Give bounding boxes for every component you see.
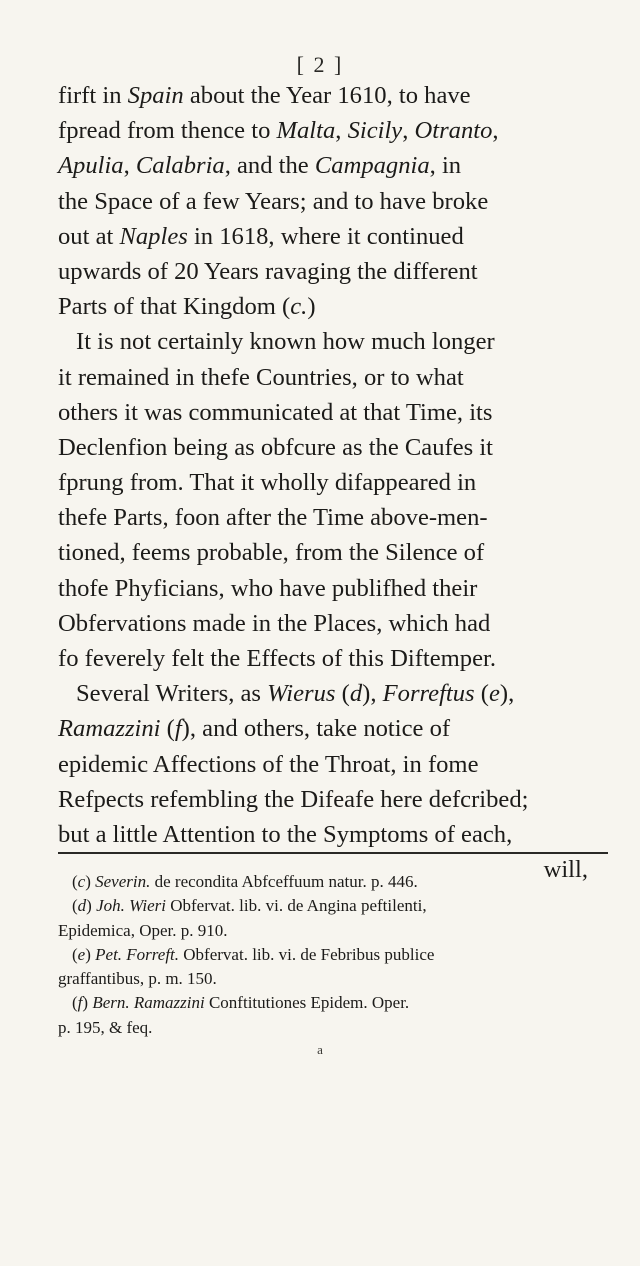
body_lines.1-segment: , — [335, 117, 348, 145]
text-line — [58, 430, 606, 465]
text-line — [58, 395, 606, 430]
body_lines.6-segment: c. — [290, 293, 308, 321]
text-line — [58, 360, 606, 395]
footnotes.5-segment: f — [77, 993, 83, 1013]
body_lines.17-segment: d — [349, 680, 363, 708]
footnotes.0-segment: ) — [85, 872, 96, 891]
text-line — [58, 113, 606, 148]
text-line — [58, 817, 606, 852]
body_lines.5-segment: upwards of 20 Years ravaging the different — [58, 257, 478, 285]
body_lines.9-segment: others it was communicated at that Time, its — [58, 398, 493, 426]
body_lines.4-segment: out at — [58, 222, 120, 250]
footnotes.3-segment: Obfervat. lib. vi. de Febribus publice — [179, 944, 435, 964]
text-line — [58, 747, 606, 782]
footnotes.2-segment: Epidemica, Oper. p. 910. — [58, 920, 228, 940]
body_lines.1-segment: Sicily — [347, 117, 403, 145]
text-line — [58, 711, 606, 746]
body_lines.2-segment: Apulia — [58, 152, 124, 180]
body_lines.18-segment: ), and others, take notice of — [181, 715, 451, 743]
body_lines.8-segment: it remained in thefe Countries, or to what — [58, 363, 464, 391]
footnotes.5-segment: ) — [82, 993, 93, 1013]
body_lines.17-segment: Forreftus — [382, 680, 475, 708]
body_lines.2-segment: , in — [429, 152, 462, 180]
body_lines.2-segment: Calabria — [135, 152, 225, 180]
footnotes.1-segment: d — [77, 896, 87, 916]
body_lines.22-segment: will, — [543, 856, 588, 884]
body_lines.12-segment: thefe Parts, foon after the Time above-men- — [58, 504, 488, 532]
footnote-line — [58, 870, 606, 894]
body_lines.1-segment: , — [402, 117, 415, 145]
footnote-line — [58, 919, 606, 943]
text-line — [58, 535, 606, 570]
body_lines.13-segment: tioned, feems probable, from the Silence of — [58, 539, 485, 567]
body_lines.14-segment: thofe Phyficians, who have publifhed their — [58, 574, 478, 602]
footnotes.3-segment: e — [77, 944, 86, 964]
text-line — [58, 289, 606, 324]
body_lines.15-segment: Obfervations made in the Places, which had — [58, 609, 491, 637]
footnotes.0-segment: c — [77, 872, 86, 891]
body_lines.18-segment: f — [174, 715, 182, 743]
text-line — [58, 606, 606, 641]
body_lines.0-segment: firft in — [58, 82, 128, 109]
footnotes.5-segment: Bern. Ramazzini — [92, 993, 205, 1013]
body_lines.21-segment: but a little Attention to the Symptoms of each, — [58, 820, 513, 848]
footnotes.5-segment: Conftitutiones Epidem. Oper. — [204, 993, 410, 1013]
text-line — [58, 78, 606, 113]
footnote-line — [58, 967, 606, 991]
body_lines.7-segment: It is not certainly known how much longer — [76, 328, 495, 356]
footnotes.0-segment: ( — [72, 872, 78, 891]
footnotes.5-segment: ( — [72, 993, 78, 1013]
body_lines.0-segment: about the Year 1610, to have — [183, 82, 471, 109]
footnotes.1-segment: Obfervat. lib. vi. de Angina peftilenti, — [165, 896, 427, 916]
body_lines.18-segment: Ramazzini — [58, 715, 161, 743]
body_lines.16-segment: fo feverely felt the Effects of this Diftemper. — [58, 645, 496, 672]
footnote-divider — [58, 852, 608, 854]
text-line — [58, 676, 606, 711]
footnotes.1-segment: ( — [72, 896, 78, 916]
body_lines.6-segment: Parts of that Kingdom ( — [58, 293, 291, 321]
body_lines.2-segment: , and the — [224, 152, 315, 180]
footnote-line — [58, 1016, 606, 1040]
text-line — [58, 219, 606, 254]
text-line — [58, 641, 606, 676]
footnotes — [58, 870, 606, 1040]
body-text — [58, 78, 606, 887]
body_lines.17-segment: ), — [362, 680, 383, 708]
body_lines.17-segment: ), — [499, 680, 515, 708]
footnotes.4-segment: graffantibus, p. m. 150. — [58, 969, 217, 989]
footnote-line — [58, 943, 606, 967]
text-line — [58, 571, 606, 606]
footnotes.1-segment: Joh. Wieri — [96, 896, 166, 916]
body_lines.17-segment: ( — [335, 680, 350, 708]
body_lines.1-segment: fpread from thence to — [58, 117, 277, 145]
footnotes.3-segment: ) — [85, 944, 96, 964]
body_lines.2-segment: Campagnia — [314, 152, 430, 180]
body_lines.3-segment: the Space of a few Years; and to have broke — [58, 187, 489, 215]
body_lines.11-segment: fprung from. That it wholly difappeared in — [58, 469, 477, 497]
footnotes.3-segment: Pet. Forreft. — [95, 944, 180, 964]
text-line — [58, 782, 606, 817]
footnote-line — [58, 991, 606, 1015]
body_lines.19-segment: epidemic Affections of the Throat, in fome — [58, 750, 479, 778]
text-line — [58, 500, 606, 535]
text-line — [58, 254, 606, 289]
body_lines.17-segment: Wierus — [267, 680, 336, 708]
body_lines.17-segment: ( — [474, 680, 489, 708]
body_lines.0-segment: Spain — [127, 82, 184, 109]
signature-mark: a — [317, 1042, 323, 1057]
body_lines.6-segment: ) — [307, 293, 316, 321]
footnotes.6-segment: p. 195, & feq. — [58, 1017, 153, 1037]
footnotes.1-segment: ) — [86, 896, 97, 916]
page-number: [ 2 ] — [296, 52, 344, 77]
body_lines.2-segment: , — [123, 152, 136, 180]
text-line — [58, 148, 606, 183]
text-line — [58, 465, 606, 500]
body_lines.4-segment: Naples — [119, 222, 188, 250]
text-line — [58, 184, 606, 219]
footnote-line — [58, 894, 606, 918]
body_lines.18-segment: ( — [160, 715, 175, 743]
body_lines.4-segment: in 1618, where it continued — [187, 222, 464, 250]
body_lines.10-segment: Declenfion being as obfcure as the Caufes it — [58, 433, 494, 461]
body_lines.20-segment: Refpects refembling the Difeafe here defcribed; — [58, 785, 529, 813]
footnotes.0-segment: Severin. — [95, 872, 151, 891]
body_lines.17-segment: Several Writers, as — [76, 680, 268, 708]
footnotes.0-segment: de recondita Abfceffuum natur. p. 446. — [150, 872, 418, 891]
body_lines.17-segment: e — [488, 680, 500, 708]
body_lines.1-segment: Malta — [276, 117, 336, 145]
body_lines.1-segment: Otranto — [414, 117, 493, 145]
body_lines.1-segment: , — [492, 117, 499, 145]
text-line — [58, 324, 606, 359]
footnotes.3-segment: ( — [72, 944, 78, 964]
